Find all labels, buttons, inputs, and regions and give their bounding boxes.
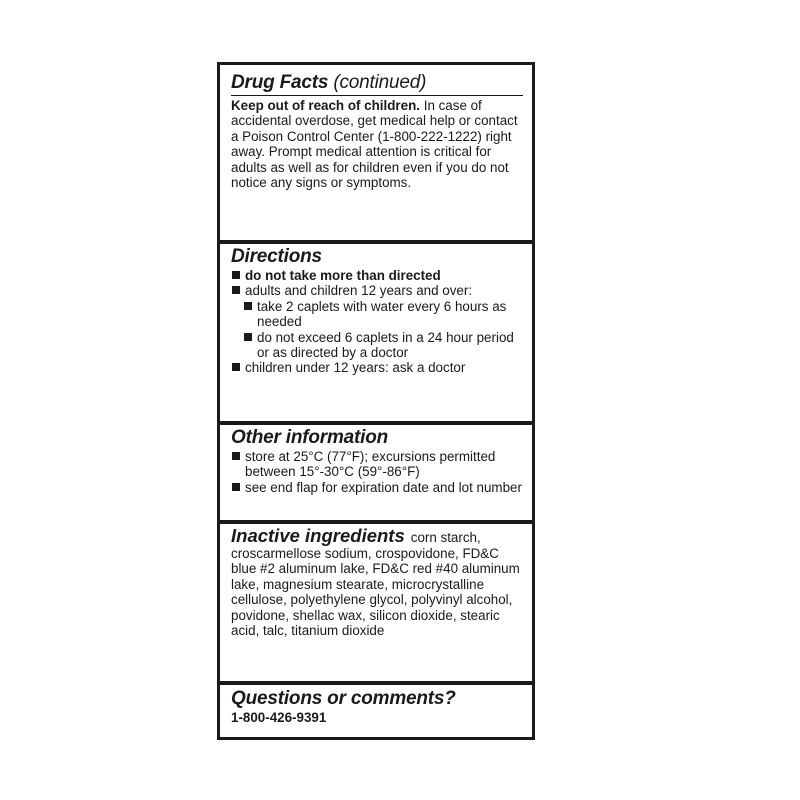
directions-item-text: adults and children 12 years and over:: [245, 283, 473, 299]
list-item: [231, 330, 523, 361]
list-item: [231, 283, 523, 298]
inactive-ingredients-section: [220, 526, 532, 638]
square-bullet-icon: [232, 271, 240, 279]
warning-text: In case of accidental overdose, get medical help or contact a Poison Control Center (1-800-222-1222) right away. Prompt medical attention is critical for adults as well as for children even if you do not notice any signs or symptoms.: [231, 98, 518, 191]
drug-facts-title: [231, 72, 523, 94]
list-item: [231, 360, 523, 375]
other-information-item-text: see end flap for expiration date and lot number: [245, 479, 522, 495]
questions-section: [220, 688, 532, 725]
title-divider: [231, 95, 523, 96]
list-item: [231, 449, 523, 480]
section-rule-3: [220, 520, 532, 524]
drug-facts-section: [220, 72, 532, 190]
square-bullet-icon: [232, 363, 240, 371]
inactive-ingredients-paragraph: [231, 526, 523, 638]
questions-phone: 1-800-426-9391: [231, 710, 327, 725]
drug-facts-label: [217, 62, 535, 740]
square-bullet-icon: [232, 286, 240, 294]
other-information-item-text: store at 25°C (77°F); excursions permitted between 15°-30°C (59°-86°F): [245, 449, 496, 480]
directions-item-text: take 2 caplets with water every 6 hours as needed: [257, 298, 507, 330]
warning-paragraph: [231, 98, 523, 190]
list-item: [231, 299, 523, 330]
other-information-section: [220, 427, 532, 495]
questions-heading: Questions or comments?: [231, 688, 456, 709]
directions-item-text: do not exceed 6 caplets in a 24 hour period or as directed by a doctor: [257, 329, 514, 361]
section-rule-1: [220, 240, 532, 244]
continued-text: (continued): [333, 72, 427, 93]
square-bullet-icon: [232, 452, 240, 460]
warning-bold: Keep out of reach of children.: [231, 98, 420, 113]
list-item: [231, 480, 523, 495]
list-item: [231, 268, 523, 283]
directions-item-text: do not take more than directed: [245, 268, 441, 283]
section-rule-2: [220, 421, 532, 425]
directions-item-text: children under 12 years: ask a doctor: [245, 360, 466, 376]
inactive-ingredients-heading: Inactive ingredients: [231, 525, 405, 546]
inactive-ingredients-text: corn starch, croscarmellose sodium, crospovidone, FD&C blue #2 aluminum lake, FD&C red #40 aluminum lake, magnesium stearate, microcrystalline cellulose, polyethylene glycol, polyvinyl alcohol, povidone, shellac wax, silicon dioxide, stearic acid, talc, titanium dioxide: [231, 530, 520, 639]
square-bullet-icon: [232, 483, 240, 491]
other-information-heading: Other information: [231, 427, 389, 448]
directions-section: [220, 246, 532, 376]
square-bullet-icon: [244, 333, 252, 341]
square-bullet-icon: [244, 302, 252, 310]
drug-facts-title-text: Drug Facts: [231, 72, 329, 93]
directions-heading: Directions: [231, 246, 322, 267]
section-rule-4: [220, 681, 532, 685]
